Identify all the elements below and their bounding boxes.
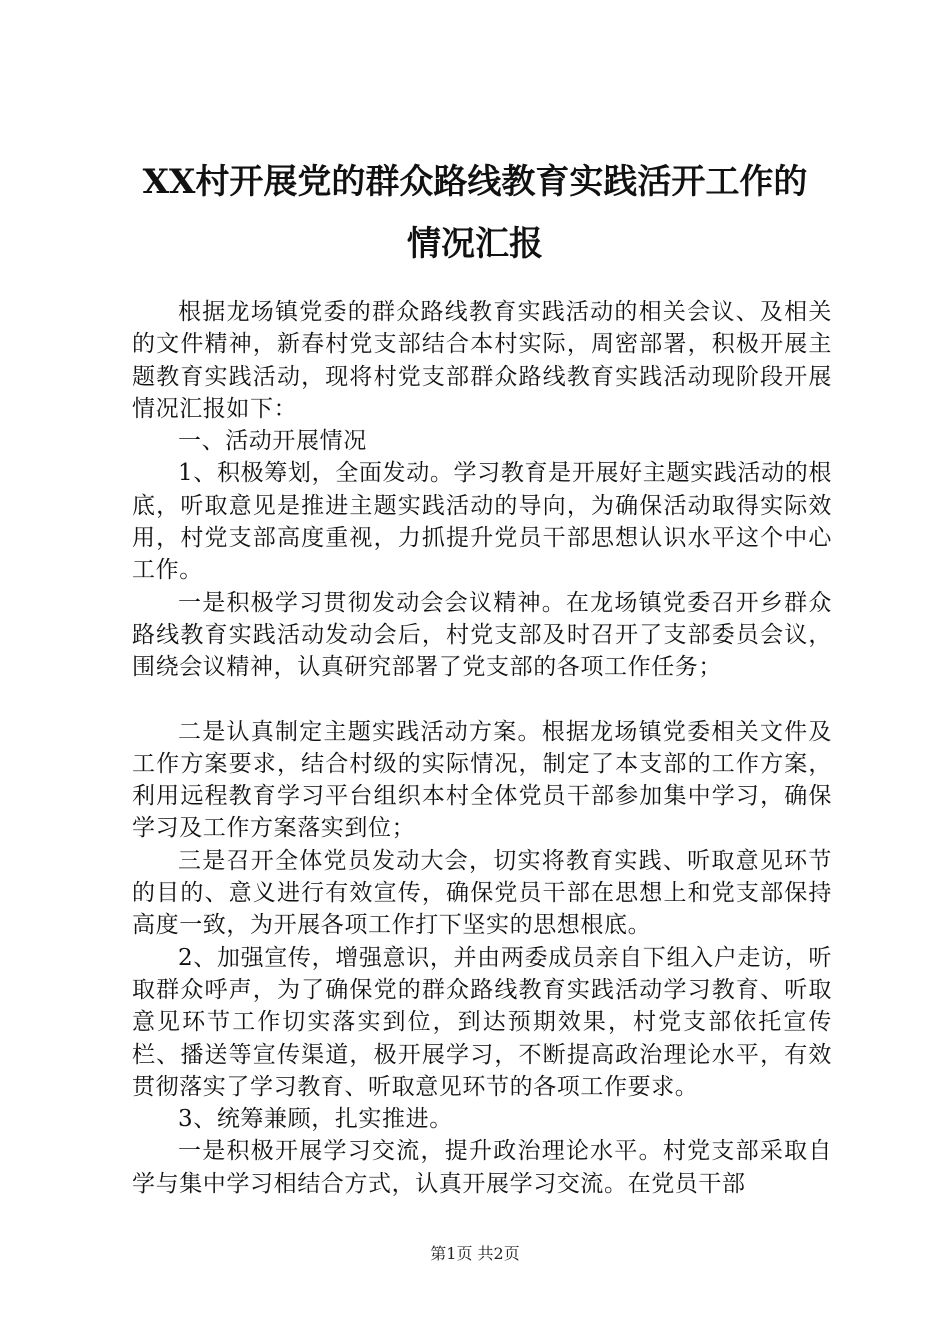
section-heading: 一、活动开展情况 — [178, 428, 367, 455]
paragraph: 3、统筹兼顾，扎实推进。 — [178, 1106, 453, 1133]
paragraph: 二是认真制定主题实践活动方案。根据龙场镇党委相关文件及工作方案要求，结合村级的实际情况，制定了本支部的工作方案，利用远程教育学习平台组织本村全体党员干部参加集中学习，确保学习及工作方案落实到位； — [132, 718, 832, 842]
page-footer: 第1页 共2页 — [430, 1244, 520, 1263]
paragraph: 2、加强宣传，增强意识，并由两委成员亲自下组入户走访，听取群众呼声，为了确保党的群众路线教育实践活动学习教育、听取意见环节工作切实落实到位，到达预期效果，村党支部依托宣传栏、播送等宣传渠道，极开展学习，不断提高政治理论水平，有效贯彻落实了学习教育、听取意见环节的各项工作要求。 — [132, 944, 832, 1100]
document-title-line-2: 情况汇报 — [407, 224, 543, 264]
document-title-line-1: XX村开展党的群众路线教育实践活开工作的 — [142, 162, 808, 202]
paragraph: 根据龙场镇党委的群众路线教育实践活动的相关会议、及相关的文件精神，新春村党支部结合本村实际，周密部署，积极开展主题教育实践活动，现将村党支部群众路线教育实践活动现阶段开展情况汇报如下： — [132, 299, 832, 422]
paragraph: 一是积极学习贯彻发动会会议精神。在龙场镇党委召开乡群众路线教育实践活动发动会后，村党支部及时召开了支部委员会议，围绕会议精神，认真研究部署了党支部的各项工作任务； — [132, 589, 832, 681]
paragraph: 一是积极开展学习交流，提升政治理论水平。村党支部采取自学与集中学习相结合方式，认真开展学习交流。在党员干部 — [132, 1138, 832, 1197]
paragraph: 1、积极筹划，全面发动。学习教育是开展好主题实践活动的根底，听取意见是推进主题实践活动的导向，为确保活动取得实际效用，村党支部高度重视，力抓提升党员干部思想认识水平这个中心工作。 — [132, 460, 832, 584]
paragraph: 三是召开全体党员发动大会，切实将教育实践、听取意见环节的目的、意义进行有效宣传，确保党员干部在思想上和党支部保持高度一致，为开展各项工作打下坚实的思想根底。 — [132, 847, 832, 939]
document-body — [132, 296, 832, 1200]
